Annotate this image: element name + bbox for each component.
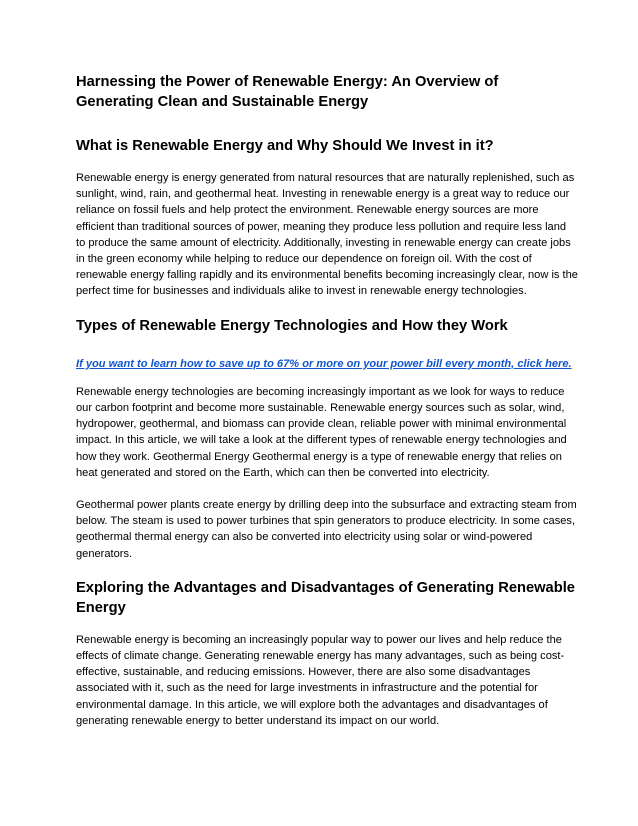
promo-link[interactable]: If you want to learn how to save up to 67% or more on your power bill every month, click here. — [76, 357, 572, 370]
section-heading-what-is-renewable: What is Renewable Energy and Why Should We Invest in it? — [76, 138, 494, 154]
section-paragraph-advantages: Renewable energy is becoming an increasingly popular way to power our lives and help reduce the effects of climate change. Generating renewable energy has many advantages, such as being cost-effective, sustainable, and reducing emissions. However, there are also some disadvantages associated with it, such as the need for large investments in infrastructure and the potential for environmental damage. In this article, we will explore both the advantages and disadvantages of generating renewable energy to better understand its impact on our world. — [76, 633, 565, 727]
article-title: Harnessing the Power of Renewable Energy: An Overview of Generating Clean and Sustainable Energy — [76, 74, 499, 110]
promo-callout — [76, 356, 578, 372]
section-paragraph-what-is-renewable: Renewable energy is energy generated from natural resources that are naturally replenished, such as sunlight, wind, rain, and geothermal heat. Investing in renewable energy is a great way to reduce our reliance on fossil fuels and help protect the environment. Renewable energy sources are more efficient than traditional sources of power, meaning they produce less pollution and require less land to produce the same amount of electricity. Additionally, investing in renewable energy can create jobs in the green economy while helping to reduce our dependence on foreign oil. With the cost of renewable energy falling rapidly and its environmental benefits becoming increasingly clear, now is the perfect time for businesses and individuals alike to invest in renewable energy technologies. — [76, 172, 578, 298]
section-heading-types: Types of Renewable Energy Technologies and How they Work — [76, 317, 508, 334]
section-heading-advantages: Exploring the Advantages and Disadvantages of Generating Renewable Energy — [76, 579, 575, 616]
section-paragraph-types-2: Geothermal power plants create energy by drilling deep into the subsurface and extracting steam from below. The steam is used to power turbines that spin generators to produce electricity. In some cases, geothermal thermal energy can also be converted into electricity using solar or wind-powered generators. — [76, 499, 577, 560]
section-paragraph-types-1: Renewable energy technologies are becoming increasingly important as we look for ways to reduce our carbon footprint and become more sustainable. Renewable energy sources such as solar, wind, hydropower, geothermal, and biomass can provide clean, reliable power with minimal environmental impact. In this article, we will take a look at the different types of renewable energy technologies and how they work. Geothermal Energy Geothermal energy is a type of renewable energy that relies on heat generated and stored on the Earth, which can then be converted into electricity. — [76, 385, 567, 479]
